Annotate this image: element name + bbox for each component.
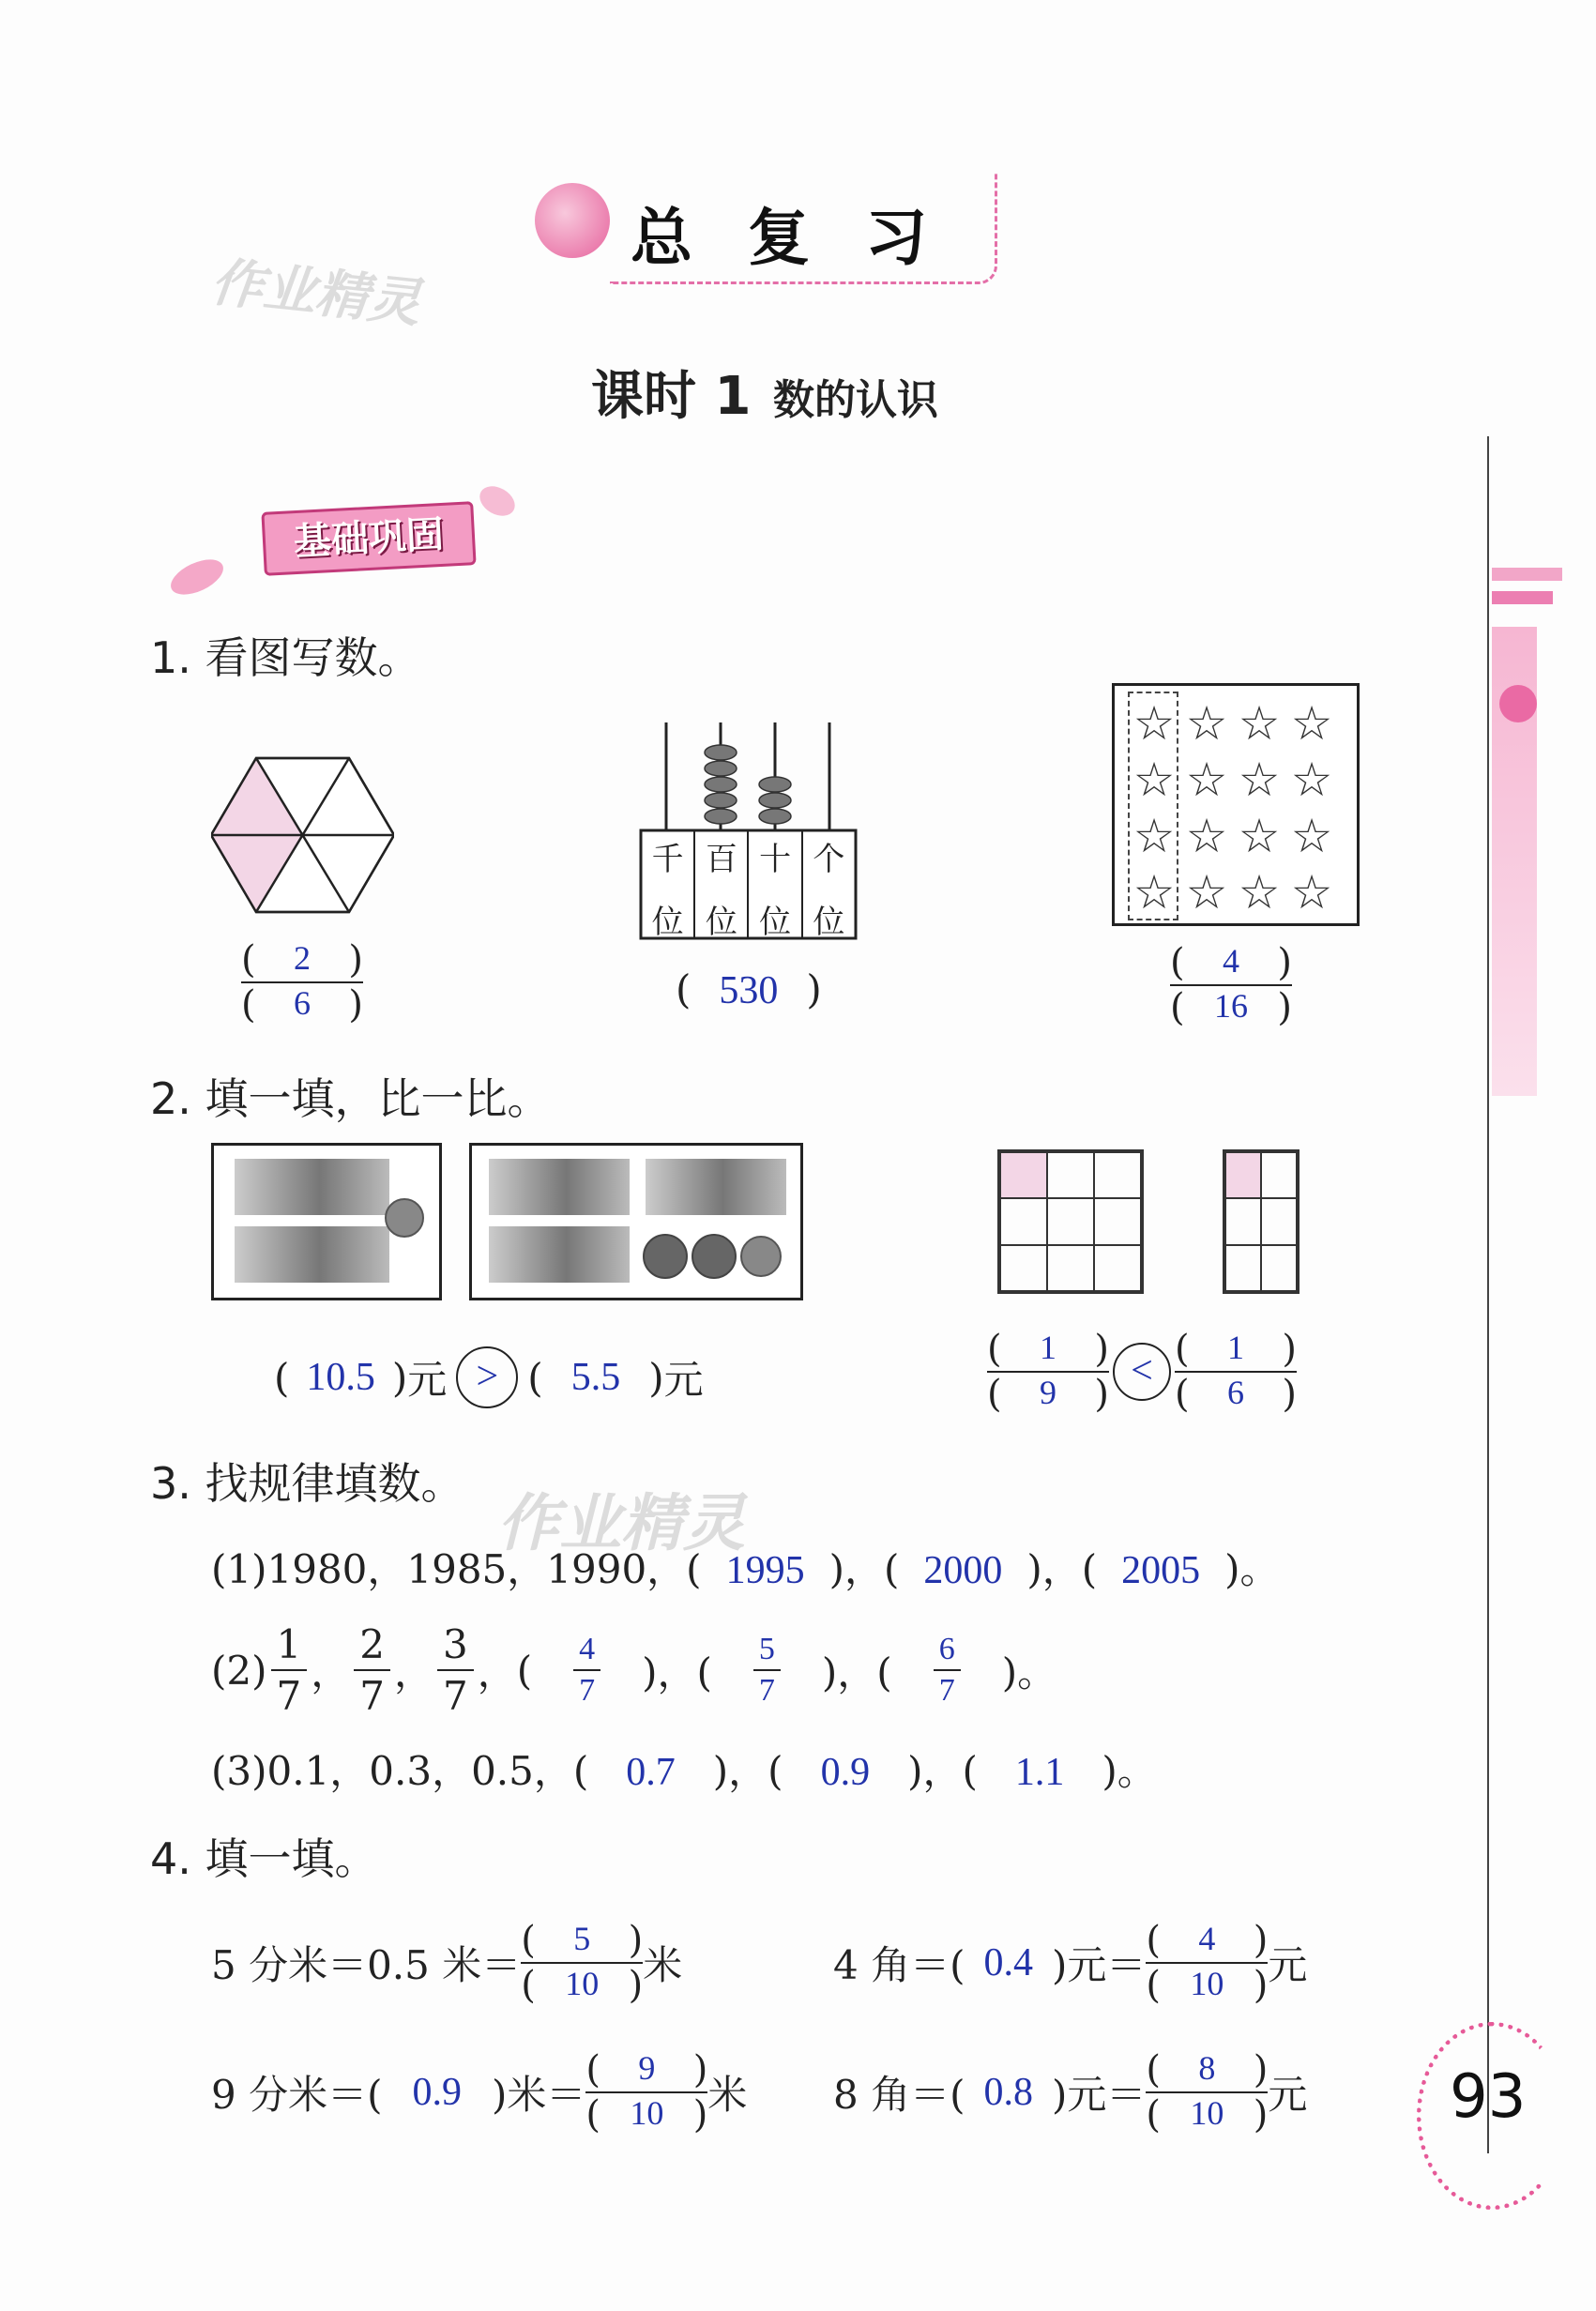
q4-d-numerator: 8: [1198, 2049, 1216, 2087]
q4-a-unit: 米: [643, 1942, 683, 1988]
numerator: 5: [753, 1632, 781, 1671]
abacus-label-place: 位: [651, 904, 684, 941]
q3-row2-answer-1: [573, 1632, 600, 1709]
lesson-name: 数的认识: [773, 376, 939, 424]
q4-b-decimal: 0.4: [983, 1941, 1033, 1984]
abacus-answer-value: 530: [719, 969, 779, 1012]
q4-c-numerator: 9: [638, 2049, 656, 2087]
denominator: 7: [938, 1673, 955, 1708]
stars-grid: [1128, 695, 1338, 920]
q4-title: 4. 填一填。: [150, 1833, 378, 1884]
lesson-number: 课时 1: [591, 366, 752, 427]
coin-1-yuan-image: [643, 1234, 688, 1279]
watermark-top: 作业精灵: [207, 251, 424, 335]
frac-right-numerator: 1: [1227, 1329, 1244, 1366]
q4-a-fraction: ( 5 ) ( 10 ): [521, 1919, 644, 2007]
q3-row3-answer-3: 1.1: [1014, 1751, 1065, 1794]
q3-row1-answer-1: 1995: [725, 1549, 805, 1592]
q3-row3: (3)0.1，0.3，0.5，( 0.7 )，( 0.9 )，( 1.1 )。: [211, 1748, 1157, 1794]
grid-cell: [1094, 1152, 1141, 1198]
denominator: 7: [359, 1673, 385, 1719]
q4-c-decimal: 0.9: [412, 2071, 462, 2114]
abacus-label-tens: 十: [759, 841, 792, 878]
star-icon: ☆: [1290, 696, 1333, 751]
compare-sign-money: >: [476, 1355, 499, 1398]
q3-row1: (1)1980，1985，1990，( 1995 )，( 2000 )，( 2005 )。: [211, 1546, 1280, 1592]
q2-title: 2. 填一填，比一比。: [150, 1073, 551, 1124]
banknote-1-image: [646, 1159, 786, 1215]
q4-d-mid: )元＝: [1051, 2072, 1147, 2118]
compare-circle-money: [456, 1346, 518, 1408]
abacus-label-ones: 个: [813, 841, 845, 878]
q4-b-mid: )元＝: [1051, 1942, 1147, 1988]
coin-1-yuan-image: [692, 1234, 737, 1279]
grid-cell: [1047, 1245, 1094, 1291]
q3-row1-given: 1980，1985，1990，: [266, 1546, 687, 1592]
q4-a-denominator: 10: [565, 1965, 600, 2002]
money-left-unit: 元: [407, 1357, 448, 1403]
frac-left-denominator: 9: [1040, 1374, 1056, 1411]
watermark-middle: 作业精灵: [497, 1487, 745, 1559]
q3-row1-answer-3: 2005: [1121, 1549, 1201, 1592]
abacus-label-place: 位: [759, 904, 792, 941]
q3-row1-answer-2: 2000: [923, 1549, 1003, 1592]
star-icon: ☆: [1238, 865, 1281, 920]
compare-circle-fraction: [1113, 1343, 1171, 1401]
page-number: 93: [1450, 2062, 1527, 2132]
frac-right-denominator: 6: [1227, 1374, 1244, 1411]
coin-5-jiao-image: [740, 1236, 782, 1277]
denominator: 7: [579, 1673, 596, 1708]
grid-cell-shaded: [1225, 1152, 1261, 1198]
q4-d-unit: 元: [1268, 2072, 1308, 2118]
money-box-right: [469, 1143, 803, 1300]
star-icon: ☆: [1132, 865, 1176, 920]
grid-ninths: [997, 1149, 1144, 1294]
q3-row2-given-2: [354, 1621, 390, 1719]
q3-row3-label: (3): [211, 1748, 267, 1794]
compare-sign-fraction: <: [1131, 1349, 1153, 1392]
q4-b-prefix: 4 角＝(: [833, 1942, 965, 1988]
numerator: 4: [573, 1632, 600, 1671]
margin-rule: [1487, 436, 1489, 2153]
grid-cell-shaded: [1000, 1152, 1047, 1198]
q4-item-c: [211, 2048, 747, 2136]
star-icon: ☆: [1185, 696, 1228, 751]
money-right-unit: 元: [663, 1357, 704, 1403]
frac-left-answer: ( 1 ) ( 9 ): [987, 1328, 1109, 1416]
star-icon: ☆: [1290, 865, 1333, 920]
margin-stripe: [1492, 591, 1553, 604]
hexagon-denominator: 6: [294, 984, 311, 1022]
banknote-5-image: [235, 1159, 389, 1215]
hexagon-numerator: 2: [294, 939, 311, 977]
q4-c-denominator: 10: [630, 2094, 664, 2132]
grid-cell: [1261, 1198, 1297, 1244]
q4-c-unit: 米: [707, 2072, 748, 2118]
grid-cell: [1047, 1198, 1094, 1244]
numerator: 6: [934, 1632, 961, 1671]
banknote-1-image: [489, 1159, 630, 1215]
money-compare: ( 10.5 ) 元 > ( 5.5 ) 元: [274, 1346, 704, 1408]
q4-b-fraction: ( 4 ) ( 10 ): [1146, 1919, 1269, 2007]
q3-row2-given-3: [437, 1621, 474, 1719]
coin-5-jiao-image: [385, 1198, 424, 1238]
q4-d-prefix: 8 角＝(: [833, 2072, 965, 2118]
numerator: 3: [437, 1621, 474, 1671]
star-icon: ☆: [1132, 696, 1176, 751]
star-icon: ☆: [1290, 809, 1333, 863]
fraction-compare: [987, 1328, 1297, 1416]
denominator: 7: [758, 1673, 775, 1708]
q3-row2-given-1: [271, 1621, 308, 1719]
money-left-answer: 10.5: [306, 1356, 375, 1399]
q3-row2-label: (2): [211, 1647, 267, 1694]
star-icon: ☆: [1238, 809, 1281, 863]
grid-cell: [1094, 1198, 1141, 1244]
header-pink-circle: [535, 183, 610, 258]
q4-c-mid: )米＝: [491, 2072, 586, 2118]
grid-cell: [1000, 1198, 1047, 1244]
stars-denominator: 16: [1214, 987, 1248, 1025]
q3-row3-answer-2: 0.9: [820, 1751, 871, 1794]
q3-row3-given: 0.1，0.3，0.5，: [266, 1748, 573, 1794]
denominator: 7: [276, 1673, 302, 1719]
section-badge: [261, 501, 476, 576]
denominator: 7: [443, 1673, 468, 1719]
star-icon: ☆: [1185, 809, 1228, 863]
grid-cell: [1000, 1245, 1047, 1291]
page-title: 总 复 习: [631, 202, 944, 274]
stars-figure: [1112, 683, 1360, 926]
q4-b-numerator: 4: [1198, 1920, 1216, 1957]
q4-item-b: [833, 1919, 1307, 2007]
star-icon: ☆: [1290, 753, 1333, 807]
leaf-icon: [165, 553, 228, 602]
abacus-label-place: 位: [813, 904, 845, 941]
grid-cell: [1261, 1245, 1297, 1291]
q3-row2-answer-2: [753, 1632, 781, 1709]
hexagon-answer: ( 2 ) ( 6 ): [241, 938, 363, 1026]
stars-numerator: 4: [1223, 942, 1239, 980]
hexagon-figure: [211, 755, 394, 915]
grid-cell: [1047, 1152, 1094, 1198]
banknote-5-image: [235, 1226, 389, 1283]
abacus-answer: ( 530 ): [676, 966, 822, 1012]
flower-icon: [1499, 685, 1537, 722]
q4-a-prefix: 5 分米＝0.5 米＝: [211, 1942, 522, 1988]
q4-d-denominator: 10: [1190, 2094, 1224, 2132]
q3-row2: (2) $\frac{1}{7}$ ， $\frac{2}{7}$ ， $\frac{3}{7}$ ， ( $\frac{4}{7}$ )，( $\frac{5}{7}$ )，( $\frac{6}{7}$ )。: [211, 1621, 1057, 1719]
abacus-labels: [641, 833, 856, 942]
money-box-left: [211, 1143, 442, 1300]
q3-row1-label: (1): [211, 1546, 267, 1592]
star-icon: ☆: [1185, 865, 1228, 920]
grid-cell: [1225, 1198, 1261, 1244]
lesson-title: [591, 355, 938, 430]
q3-row3-answer-1: 0.7: [626, 1751, 676, 1794]
banknote-1-image: [489, 1226, 630, 1283]
star-icon: ☆: [1238, 696, 1281, 751]
star-icon: ☆: [1132, 809, 1176, 863]
star-icon: ☆: [1185, 753, 1228, 807]
q1-title: 1. 看图写数。: [150, 632, 421, 683]
abacus-label-thousands: 千: [651, 841, 684, 878]
q4-a-numerator: 5: [573, 1920, 591, 1957]
frac-left-numerator: 1: [1040, 1329, 1056, 1366]
grid-cell: [1261, 1152, 1297, 1198]
abacus-label-place: 位: [705, 904, 737, 941]
section-badge-label: 基础巩固: [292, 512, 446, 565]
q4-b-unit: 元: [1268, 1942, 1308, 1988]
stars-answer: ( 4 ) ( 16 ): [1170, 941, 1292, 1029]
q4-d-decimal: 0.8: [983, 2071, 1033, 2114]
q3-title: 3. 找规律填数。: [150, 1458, 464, 1509]
star-icon: ☆: [1238, 753, 1281, 807]
frac-right-answer: ( 1 ) ( 6 ): [1175, 1328, 1297, 1416]
q4-c-prefix: 9 分米＝(: [211, 2072, 383, 2118]
star-icon: ☆: [1132, 753, 1176, 807]
money-right-answer: 5.5: [570, 1356, 621, 1399]
grid-cell: [1094, 1245, 1141, 1291]
leaf-icon: [475, 480, 521, 522]
abacus-label-hundreds: 百: [705, 841, 737, 878]
q4-c-fraction: ( 9 ) ( 10 ): [585, 2048, 708, 2136]
q4-item-a: [211, 1919, 682, 2007]
margin-stripe: [1492, 568, 1562, 581]
q4-b-denominator: 10: [1190, 1965, 1224, 2002]
q4-item-d: [833, 2048, 1307, 2136]
q4-d-fraction: ( 8 ) ( 10 ): [1146, 2048, 1269, 2136]
q3-row2-answer-3: [934, 1632, 961, 1709]
numerator: 1: [271, 1621, 308, 1671]
numerator: 2: [354, 1621, 390, 1671]
grid-sixths: [1223, 1149, 1300, 1294]
grid-cell: [1225, 1245, 1261, 1291]
